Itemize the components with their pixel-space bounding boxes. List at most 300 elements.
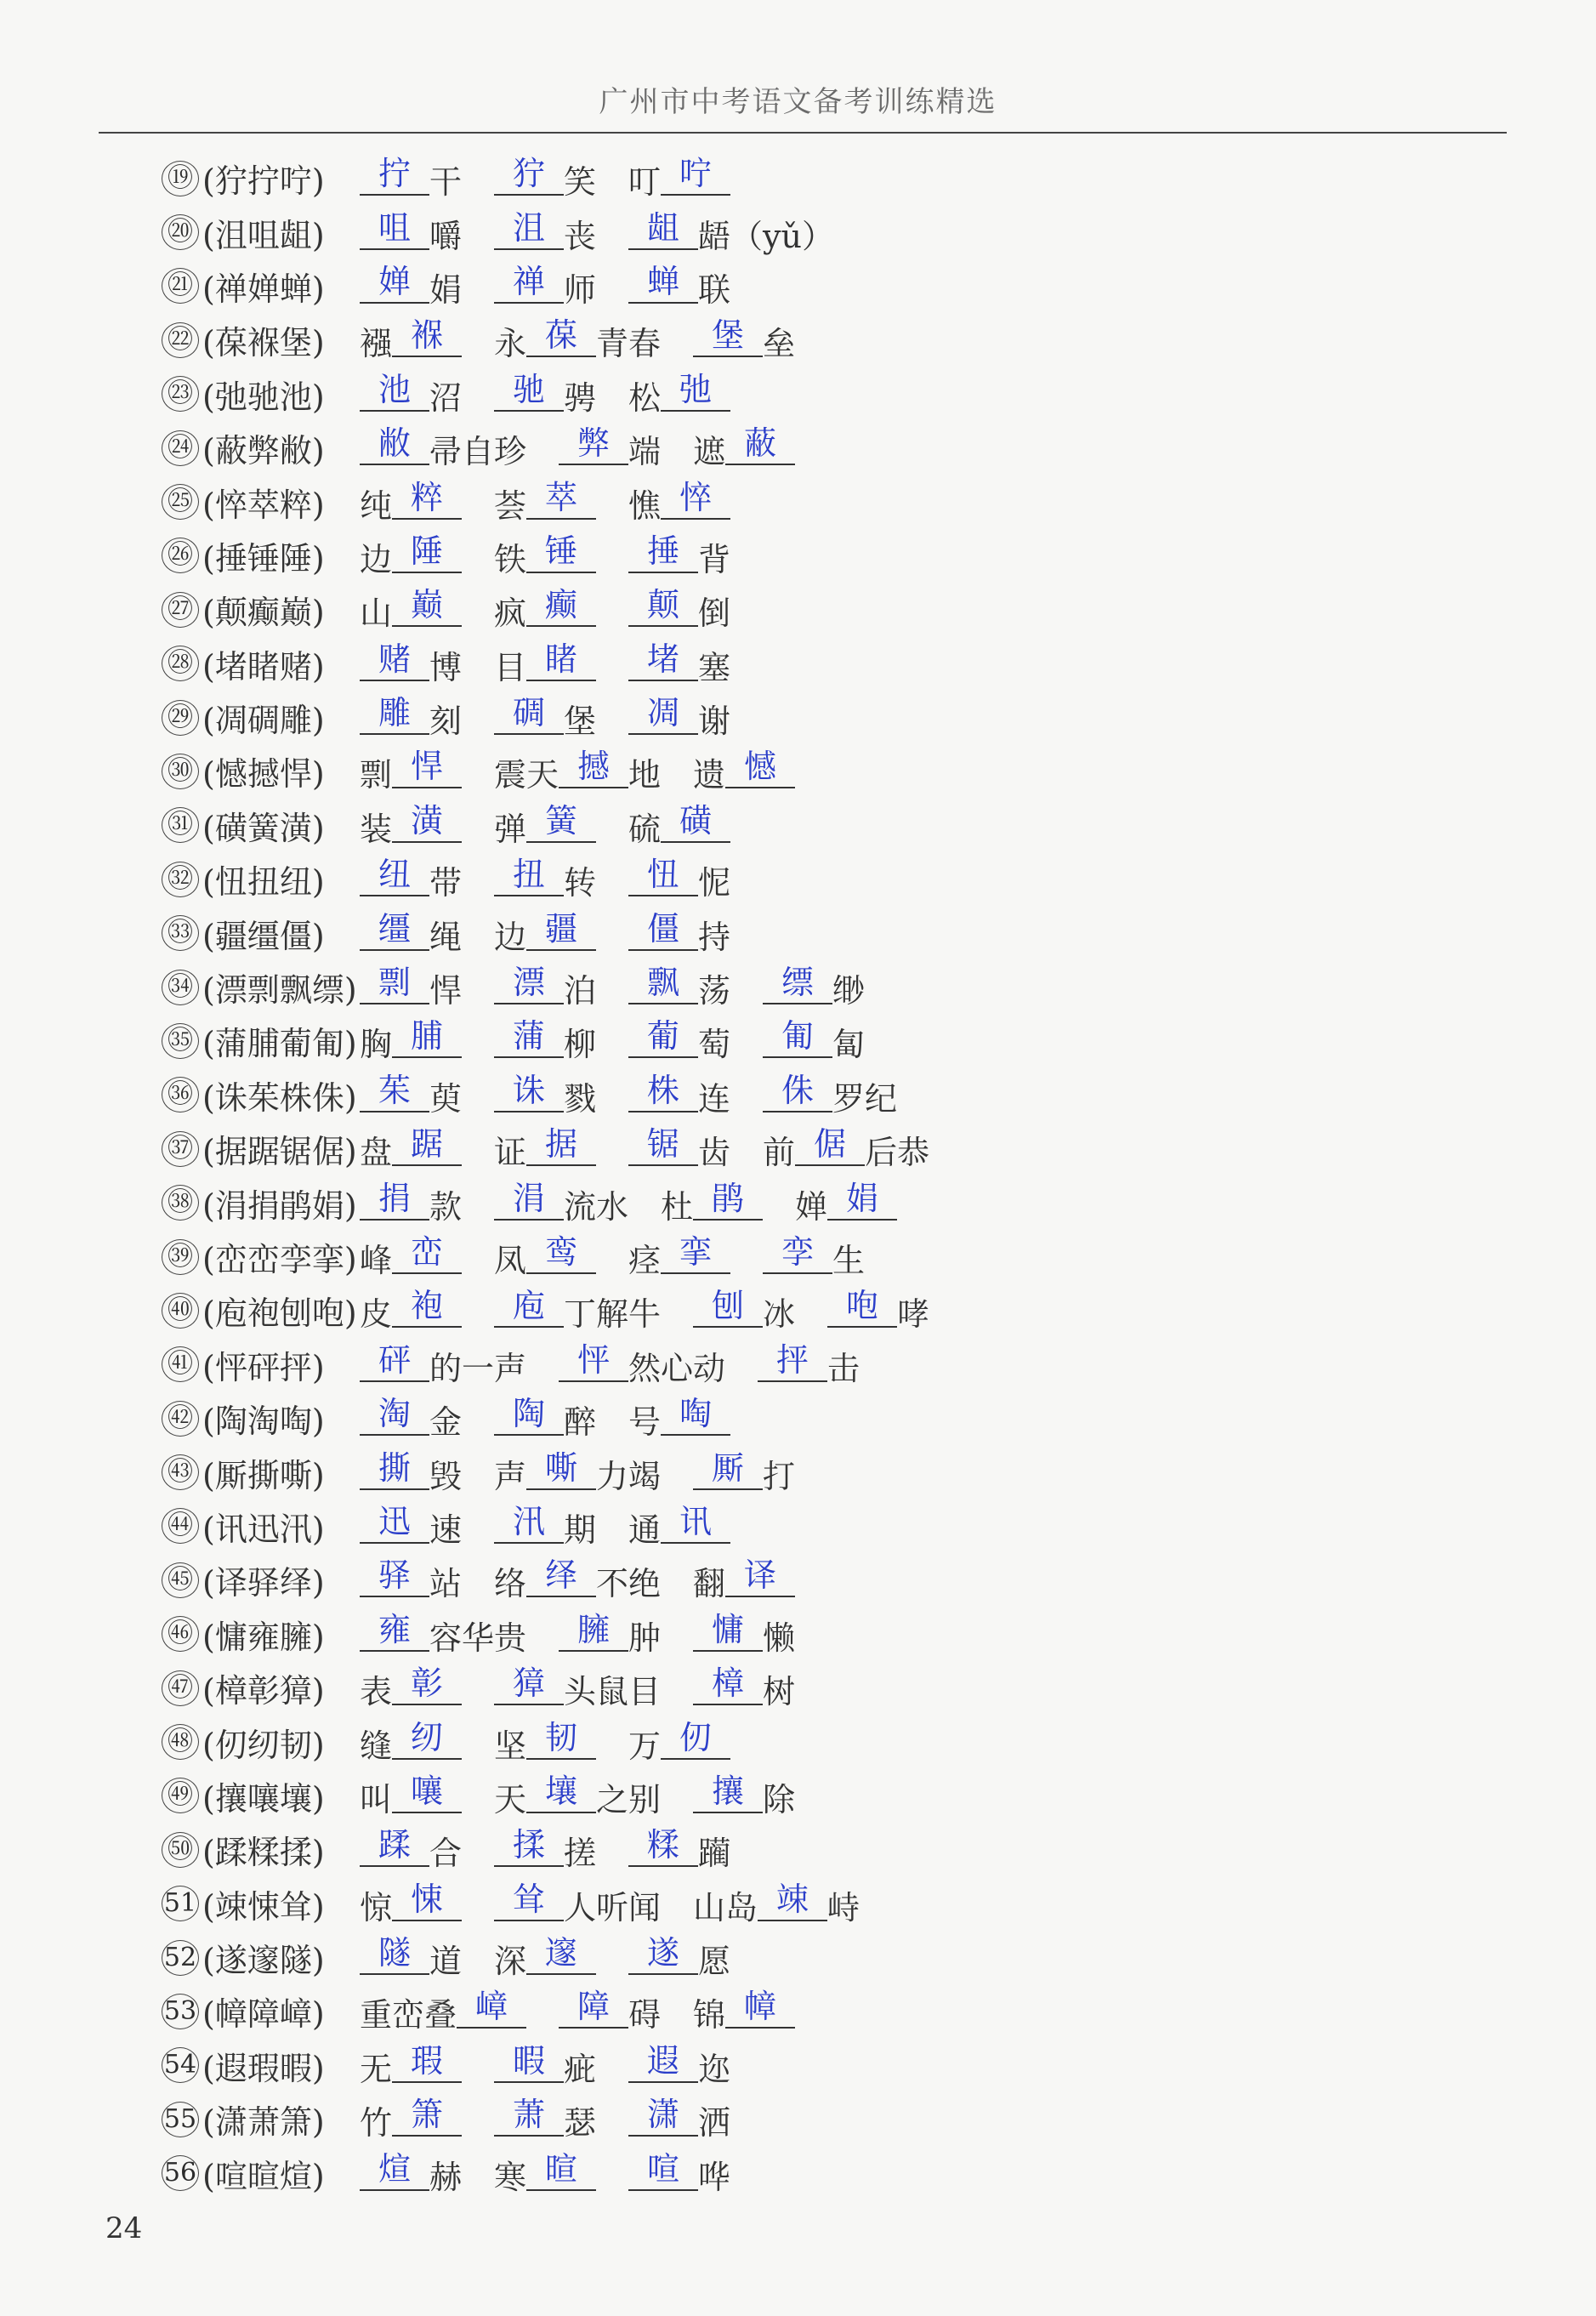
character-group: (凋碉雕) xyxy=(202,702,325,740)
fill-in-item xyxy=(628,585,730,634)
handwritten-answer: 遂 xyxy=(628,1926,698,1975)
handwritten-answer: 喧 xyxy=(628,2142,698,2191)
character-group: (疆缰僵) xyxy=(202,917,325,955)
handwritten-answer: 倨 xyxy=(795,1118,865,1166)
fill-in-item xyxy=(693,424,795,472)
handwritten-answer: 褓 xyxy=(392,309,462,357)
suffix-text: 罗纪 xyxy=(832,1079,898,1118)
handwritten-answer: 咛 xyxy=(661,147,730,196)
suffix-text: 毁 xyxy=(429,1457,463,1495)
suffix-text: 博 xyxy=(429,648,463,686)
suffix-text: 哮 xyxy=(897,1295,930,1334)
fill-in-item xyxy=(693,1664,795,1712)
handwritten-answer: 粹 xyxy=(392,471,462,520)
item-number: ㉘ xyxy=(162,646,199,681)
handwritten-answer: 碉 xyxy=(494,686,564,735)
fill-in-item xyxy=(360,963,462,1011)
prefix-text: 永 xyxy=(494,325,527,363)
fill-in-item xyxy=(494,1232,596,1281)
exercise-row xyxy=(162,637,1494,691)
exercise-list xyxy=(162,151,1494,2200)
suffix-text: 师 xyxy=(564,270,597,309)
handwritten-answer: 涓 xyxy=(494,1172,564,1221)
fill-in-item xyxy=(628,262,730,310)
item-number: ㊻ xyxy=(162,1616,199,1652)
item-number: ㉙ xyxy=(162,700,199,736)
character-group: (陶淘啕) xyxy=(202,1403,325,1441)
suffix-text: 持 xyxy=(698,918,731,956)
fill-in-item xyxy=(360,2095,462,2143)
fill-in-item xyxy=(360,1825,462,1874)
handwritten-answer: 诛 xyxy=(494,1064,564,1112)
fill-in-item xyxy=(360,1556,462,1604)
prefix-text: 皮 xyxy=(360,1295,393,1334)
exercise-row xyxy=(162,1877,1494,1931)
fill-in-item xyxy=(360,1664,462,1712)
handwritten-answer: 巅 xyxy=(392,578,462,627)
handwritten-answer: 嚷 xyxy=(392,1765,462,1813)
item-number: ㉒ xyxy=(162,322,199,358)
fill-in-item xyxy=(693,1556,795,1604)
item-number: ㊾ xyxy=(162,1778,199,1813)
suffix-text: 容华贵 xyxy=(429,1619,527,1657)
fill-in-item xyxy=(360,801,462,850)
character-group: (厮撕嘶) xyxy=(202,1456,325,1494)
exercise-row xyxy=(162,906,1494,959)
prefix-text: 前 xyxy=(763,1134,796,1172)
item-number: ㊼ xyxy=(162,1670,199,1706)
suffix-text: 匐 xyxy=(832,1026,866,1064)
handwritten-answer: 瑕 xyxy=(392,2034,462,2083)
suffix-text: 峙 xyxy=(827,1888,860,1926)
handwritten-answer: 睹 xyxy=(526,633,596,681)
prefix-text: 装 xyxy=(360,810,393,848)
suffix-text: 头鼠目 xyxy=(564,1673,662,1711)
fill-in-item xyxy=(628,1718,730,1767)
fill-in-item xyxy=(494,1933,596,1982)
character-group: (慵雍臃) xyxy=(202,1618,325,1656)
fill-in-item xyxy=(494,1394,596,1443)
suffix-text: 齿 xyxy=(698,1134,731,1172)
handwritten-answer: 撕 xyxy=(360,1442,429,1490)
exercise-row xyxy=(162,421,1494,475)
suffix-text: 沼 xyxy=(429,378,463,417)
fill-in-item xyxy=(494,1179,628,1227)
prefix-text: 边 xyxy=(494,918,527,956)
suffix-text: 悍 xyxy=(429,972,463,1010)
handwritten-answer: 绎 xyxy=(526,1549,596,1597)
fill-in-item xyxy=(360,1987,526,2035)
suffix-text: 疵 xyxy=(564,2050,597,2088)
fill-in-item xyxy=(360,262,462,310)
exercise-row xyxy=(162,1014,1494,1067)
fill-in-item xyxy=(628,154,730,202)
suffix-text: 赫 xyxy=(429,2158,463,2196)
prefix-text: 婵 xyxy=(795,1187,828,1226)
handwritten-answer: 雍 xyxy=(360,1603,429,1652)
fill-in-item xyxy=(628,1933,730,1982)
suffix-text: 搓 xyxy=(564,1835,597,1873)
character-group: (诛茱株侏) xyxy=(202,1078,357,1117)
fill-in-item xyxy=(360,855,462,903)
handwritten-answer: 隧 xyxy=(360,1926,429,1975)
prefix-text: 襁 xyxy=(360,325,393,363)
character-group: (攘嚷壤) xyxy=(202,1779,325,1818)
item-number: ㉜ xyxy=(162,862,199,897)
item-number: ⑲ xyxy=(162,161,199,196)
suffix-text: 洒 xyxy=(698,2104,731,2142)
prefix-text: 弹 xyxy=(494,810,527,848)
handwritten-answer: 纽 xyxy=(360,848,429,896)
handwritten-answer: 堵 xyxy=(628,633,698,681)
exercise-row xyxy=(162,1553,1494,1607)
fill-in-item xyxy=(494,1772,661,1820)
suffix-text: 款 xyxy=(429,1187,463,1226)
fill-in-item xyxy=(360,1933,462,1982)
fill-in-item xyxy=(494,1124,596,1173)
handwritten-answer: 箫 xyxy=(392,2088,462,2137)
handwritten-answer: 獐 xyxy=(494,1657,564,1705)
item-number: 52 xyxy=(162,1940,199,1976)
fill-in-item xyxy=(494,1664,661,1712)
handwritten-answer: 驰 xyxy=(494,363,564,412)
handwritten-answer: 侏 xyxy=(763,1064,832,1112)
fill-in-item xyxy=(494,693,596,742)
prefix-text: 深 xyxy=(494,1943,527,1981)
fill-in-item xyxy=(360,532,462,580)
fill-in-item xyxy=(494,1556,661,1604)
handwritten-answer: 潇 xyxy=(628,2088,698,2137)
fill-in-item xyxy=(628,855,730,903)
prefix-text: 铁 xyxy=(494,540,527,578)
character-group: (幛障嶂) xyxy=(202,1995,325,2034)
fill-in-item xyxy=(693,1987,795,2035)
handwritten-answer: 脯 xyxy=(392,1010,462,1058)
suffix-text: 端 xyxy=(628,433,662,471)
handwritten-answer: 障 xyxy=(559,1980,628,2029)
item-number: ㉕ xyxy=(162,484,199,520)
prefix-text: 峰 xyxy=(360,1242,393,1279)
character-group: (颠癫巅) xyxy=(202,594,325,632)
fill-in-item xyxy=(494,1825,596,1874)
fill-in-item xyxy=(360,909,462,958)
exercise-row xyxy=(162,1661,1494,1715)
fill-in-item xyxy=(628,1016,730,1065)
suffix-text: 联 xyxy=(698,270,731,309)
item-number: ㊷ xyxy=(162,1401,199,1437)
handwritten-answer: 樟 xyxy=(693,1657,763,1705)
prefix-text: 剽 xyxy=(360,756,393,794)
prefix-text: 纯 xyxy=(360,487,393,525)
fill-in-item xyxy=(628,693,730,742)
exercise-row xyxy=(162,1391,1494,1445)
handwritten-answer: 汛 xyxy=(494,1495,564,1544)
fill-in-item xyxy=(494,1071,596,1119)
handwritten-answer: 锯 xyxy=(628,1118,698,1166)
handwritten-answer: 鹃 xyxy=(693,1172,763,1221)
prefix-text: 表 xyxy=(360,1673,393,1711)
exercise-row xyxy=(162,529,1494,583)
handwritten-answer: 迅 xyxy=(360,1495,429,1544)
handwritten-answer: 拧 xyxy=(360,147,429,196)
handwritten-answer: 嘶 xyxy=(526,1442,596,1490)
handwritten-answer: 蝉 xyxy=(628,255,698,304)
fill-in-item xyxy=(494,640,596,688)
fill-in-item xyxy=(628,640,730,688)
fill-in-item xyxy=(360,1880,462,1928)
prefix-text: 山 xyxy=(360,595,393,633)
fill-in-item xyxy=(763,1232,865,1281)
suffix-text: 醉 xyxy=(564,1403,597,1442)
handwritten-answer: 暇 xyxy=(494,2034,564,2083)
prefix-text: 遗 xyxy=(693,756,726,794)
exercise-row xyxy=(162,852,1494,906)
suffix-text: 不绝 xyxy=(596,1565,662,1603)
fill-in-item xyxy=(559,424,661,472)
handwritten-answer: 峦 xyxy=(392,1226,462,1274)
handwritten-answer: 剽 xyxy=(360,956,429,1004)
fill-in-item xyxy=(693,316,795,364)
fill-in-item xyxy=(628,370,730,418)
handwritten-answer: 锤 xyxy=(526,525,596,573)
handwritten-answer: 臃 xyxy=(559,1603,628,1652)
exercise-row xyxy=(162,1608,1494,1661)
fill-in-item xyxy=(360,640,462,688)
item-number: ㊵ xyxy=(162,1293,199,1329)
prefix-text: 翻 xyxy=(693,1565,726,1603)
fill-in-item xyxy=(494,1880,661,1928)
fill-in-item xyxy=(494,963,596,1011)
fill-in-item xyxy=(494,370,596,418)
fill-in-item xyxy=(360,1448,462,1497)
item-number: ⑳ xyxy=(162,214,199,250)
exercise-row xyxy=(162,475,1494,528)
suffix-text: 龉（yǔ） xyxy=(698,217,834,255)
character-group: (葆褓堡) xyxy=(202,324,325,362)
fill-in-item xyxy=(494,855,596,903)
suffix-text: 瑟 xyxy=(564,2104,597,2142)
fill-in-item xyxy=(360,1286,462,1334)
prefix-text: 憔 xyxy=(628,487,662,525)
suffix-text: 地 xyxy=(628,756,662,794)
handwritten-answer: 悍 xyxy=(392,740,462,788)
handwritten-answer: 憾 xyxy=(725,740,795,788)
fill-in-item xyxy=(628,1232,730,1281)
character-group: (遐瑕暇) xyxy=(202,2049,325,2087)
fill-in-item xyxy=(494,747,661,795)
handwritten-answer: 堡 xyxy=(693,309,763,357)
fill-in-item xyxy=(494,262,596,310)
suffix-text: 击 xyxy=(827,1349,860,1387)
handwritten-answer: 簧 xyxy=(526,794,596,843)
character-group: (憾撼悍) xyxy=(202,755,325,794)
prefix-text: 凤 xyxy=(494,1242,527,1279)
character-group: (峦峦孪挛) xyxy=(202,1241,357,1278)
suffix-text: 的一声 xyxy=(429,1349,527,1387)
fill-in-item xyxy=(494,1718,596,1767)
handwritten-answer: 悴 xyxy=(661,471,730,520)
handwritten-answer: 悚 xyxy=(392,1873,462,1921)
suffix-text: 肿 xyxy=(628,1619,662,1657)
item-number: ㉞ xyxy=(162,970,199,1005)
fill-in-item xyxy=(494,2149,596,2198)
handwritten-answer: 糅 xyxy=(628,1818,698,1867)
handwritten-answer: 萃 xyxy=(526,471,596,520)
handwritten-answer: 彰 xyxy=(392,1657,462,1705)
fill-in-item xyxy=(827,1286,929,1334)
fill-in-item xyxy=(693,1772,795,1820)
item-number: 55 xyxy=(162,2102,199,2137)
exercise-row xyxy=(162,691,1494,744)
handwritten-answer: 抨 xyxy=(758,1334,827,1382)
fill-in-item xyxy=(494,1502,596,1551)
suffix-text: 戮 xyxy=(564,1079,597,1118)
prefix-text: 盘 xyxy=(360,1134,393,1172)
exercise-row xyxy=(162,1931,1494,1984)
exercise-row xyxy=(162,313,1494,367)
suffix-text: 碍 xyxy=(628,1996,662,2034)
prefix-text: 无 xyxy=(360,2050,393,2088)
handwritten-answer: 飘 xyxy=(628,956,698,1004)
prefix-text: 硫 xyxy=(628,810,662,848)
exercise-row xyxy=(162,1984,1494,2038)
handwritten-answer: 纫 xyxy=(392,1711,462,1760)
exercise-row xyxy=(162,1068,1494,1122)
handwritten-answer: 咀 xyxy=(360,202,429,250)
handwritten-answer: 磺 xyxy=(661,794,730,843)
fill-in-item xyxy=(360,1394,462,1443)
suffix-text: 刻 xyxy=(429,703,463,741)
handwritten-answer: 匍 xyxy=(763,1010,832,1058)
fill-in-item xyxy=(628,963,730,1011)
item-number: ㊺ xyxy=(162,1562,199,1598)
item-number: ㊶ xyxy=(162,1346,199,1382)
handwritten-answer: 龃 xyxy=(628,202,698,250)
exercise-row xyxy=(162,2146,1494,2199)
character-group: (蹂糅揉) xyxy=(202,1834,325,1872)
suffix-text: 生 xyxy=(832,1242,866,1279)
fill-in-item xyxy=(494,532,596,580)
suffix-text: 萄 xyxy=(698,1026,731,1064)
suffix-text: 笑 xyxy=(564,163,597,202)
item-number: ㊱ xyxy=(162,1077,199,1112)
fill-in-item xyxy=(763,963,865,1011)
fill-in-item xyxy=(795,1179,897,1227)
handwritten-answer: 厮 xyxy=(693,1442,763,1490)
fill-in-item xyxy=(628,1502,730,1551)
fill-in-item xyxy=(360,585,462,634)
prefix-text: 杜 xyxy=(661,1187,694,1226)
item-number: ㊴ xyxy=(162,1239,199,1275)
suffix-text: 干 xyxy=(429,163,463,202)
handwritten-answer: 扭 xyxy=(494,848,564,896)
handwritten-answer: 挛 xyxy=(661,1226,730,1274)
character-group: (仞纫韧) xyxy=(202,1726,325,1764)
prefix-text: 声 xyxy=(494,1457,527,1495)
fill-in-item xyxy=(360,1502,462,1551)
fill-in-item xyxy=(693,1286,795,1334)
handwritten-answer: 婵 xyxy=(360,255,429,304)
suffix-text: 树 xyxy=(763,1673,796,1711)
suffix-text: 缈 xyxy=(832,972,866,1010)
handwritten-answer: 捶 xyxy=(628,525,698,573)
prefix-text: 遮 xyxy=(693,433,726,471)
fill-in-item xyxy=(360,478,462,526)
handwritten-answer: 疆 xyxy=(526,902,596,951)
prefix-text: 荟 xyxy=(494,487,527,525)
handwritten-answer: 狞 xyxy=(494,147,564,196)
fill-in-item xyxy=(661,1179,763,1227)
fill-in-item xyxy=(628,1394,730,1443)
handwritten-answer: 淘 xyxy=(360,1387,429,1436)
fill-in-item xyxy=(360,1772,462,1820)
handwritten-answer: 萧 xyxy=(494,2088,564,2137)
exercise-row xyxy=(162,1122,1494,1175)
handwritten-answer: 据 xyxy=(526,1118,596,1166)
prefix-text: 疯 xyxy=(494,595,527,633)
handwritten-answer: 咆 xyxy=(827,1279,897,1328)
prefix-text: 边 xyxy=(360,540,393,578)
fill-in-item xyxy=(763,1124,929,1173)
fill-in-item xyxy=(360,1071,462,1119)
handwritten-answer: 撼 xyxy=(559,740,628,788)
item-number: ㊸ xyxy=(162,1454,199,1490)
fill-in-item xyxy=(494,585,596,634)
fill-in-item xyxy=(693,1610,795,1659)
character-group: (据踞锯倨) xyxy=(202,1133,357,1171)
suffix-text: 道 xyxy=(429,1943,463,1981)
fill-in-item xyxy=(628,909,730,958)
fill-in-item xyxy=(494,2095,596,2143)
item-number: ㉟ xyxy=(162,1023,199,1059)
fill-in-item xyxy=(360,424,526,472)
suffix-text: 荡 xyxy=(698,972,731,1010)
fill-in-item xyxy=(360,316,462,364)
item-number: ㉚ xyxy=(162,754,199,789)
suffix-text: 愿 xyxy=(698,1943,731,1981)
fill-in-item xyxy=(360,693,462,742)
prefix-text: 震天 xyxy=(494,756,559,794)
handwritten-answer: 韧 xyxy=(526,1711,596,1760)
suffix-text: 人听闻 xyxy=(564,1888,662,1926)
suffix-text: 带 xyxy=(429,864,463,902)
fill-in-item xyxy=(693,1880,860,1928)
suffix-text: 嚼 xyxy=(429,217,463,255)
prefix-text: 证 xyxy=(494,1134,527,1172)
fill-in-item xyxy=(494,1286,661,1334)
prefix-text: 竹 xyxy=(360,2104,393,2142)
character-group: (忸扭纽) xyxy=(202,863,325,902)
page-header: 广州市中考语文备考训练精选 xyxy=(599,85,997,119)
character-group: (樟彰獐) xyxy=(202,1672,325,1710)
handwritten-answer: 蔽 xyxy=(725,417,795,465)
handwritten-answer: 僵 xyxy=(628,902,698,951)
fill-in-item xyxy=(360,747,462,795)
fill-in-item xyxy=(360,1232,462,1281)
handwritten-answer: 怦 xyxy=(559,1334,628,1382)
item-number: ㊲ xyxy=(162,1131,199,1167)
character-group: (遂邃隧) xyxy=(202,1942,325,1980)
suffix-text: 怩 xyxy=(698,864,731,902)
item-number: 56 xyxy=(162,2155,199,2191)
item-number: ㉗ xyxy=(162,592,199,628)
fill-in-item xyxy=(360,370,462,418)
character-group: (堵睹赌) xyxy=(202,647,325,686)
prefix-text: 寒 xyxy=(494,2158,527,2196)
prefix-text: 络 xyxy=(494,1565,527,1603)
handwritten-answer: 蒲 xyxy=(494,1010,564,1058)
fill-in-item xyxy=(360,1340,526,1389)
